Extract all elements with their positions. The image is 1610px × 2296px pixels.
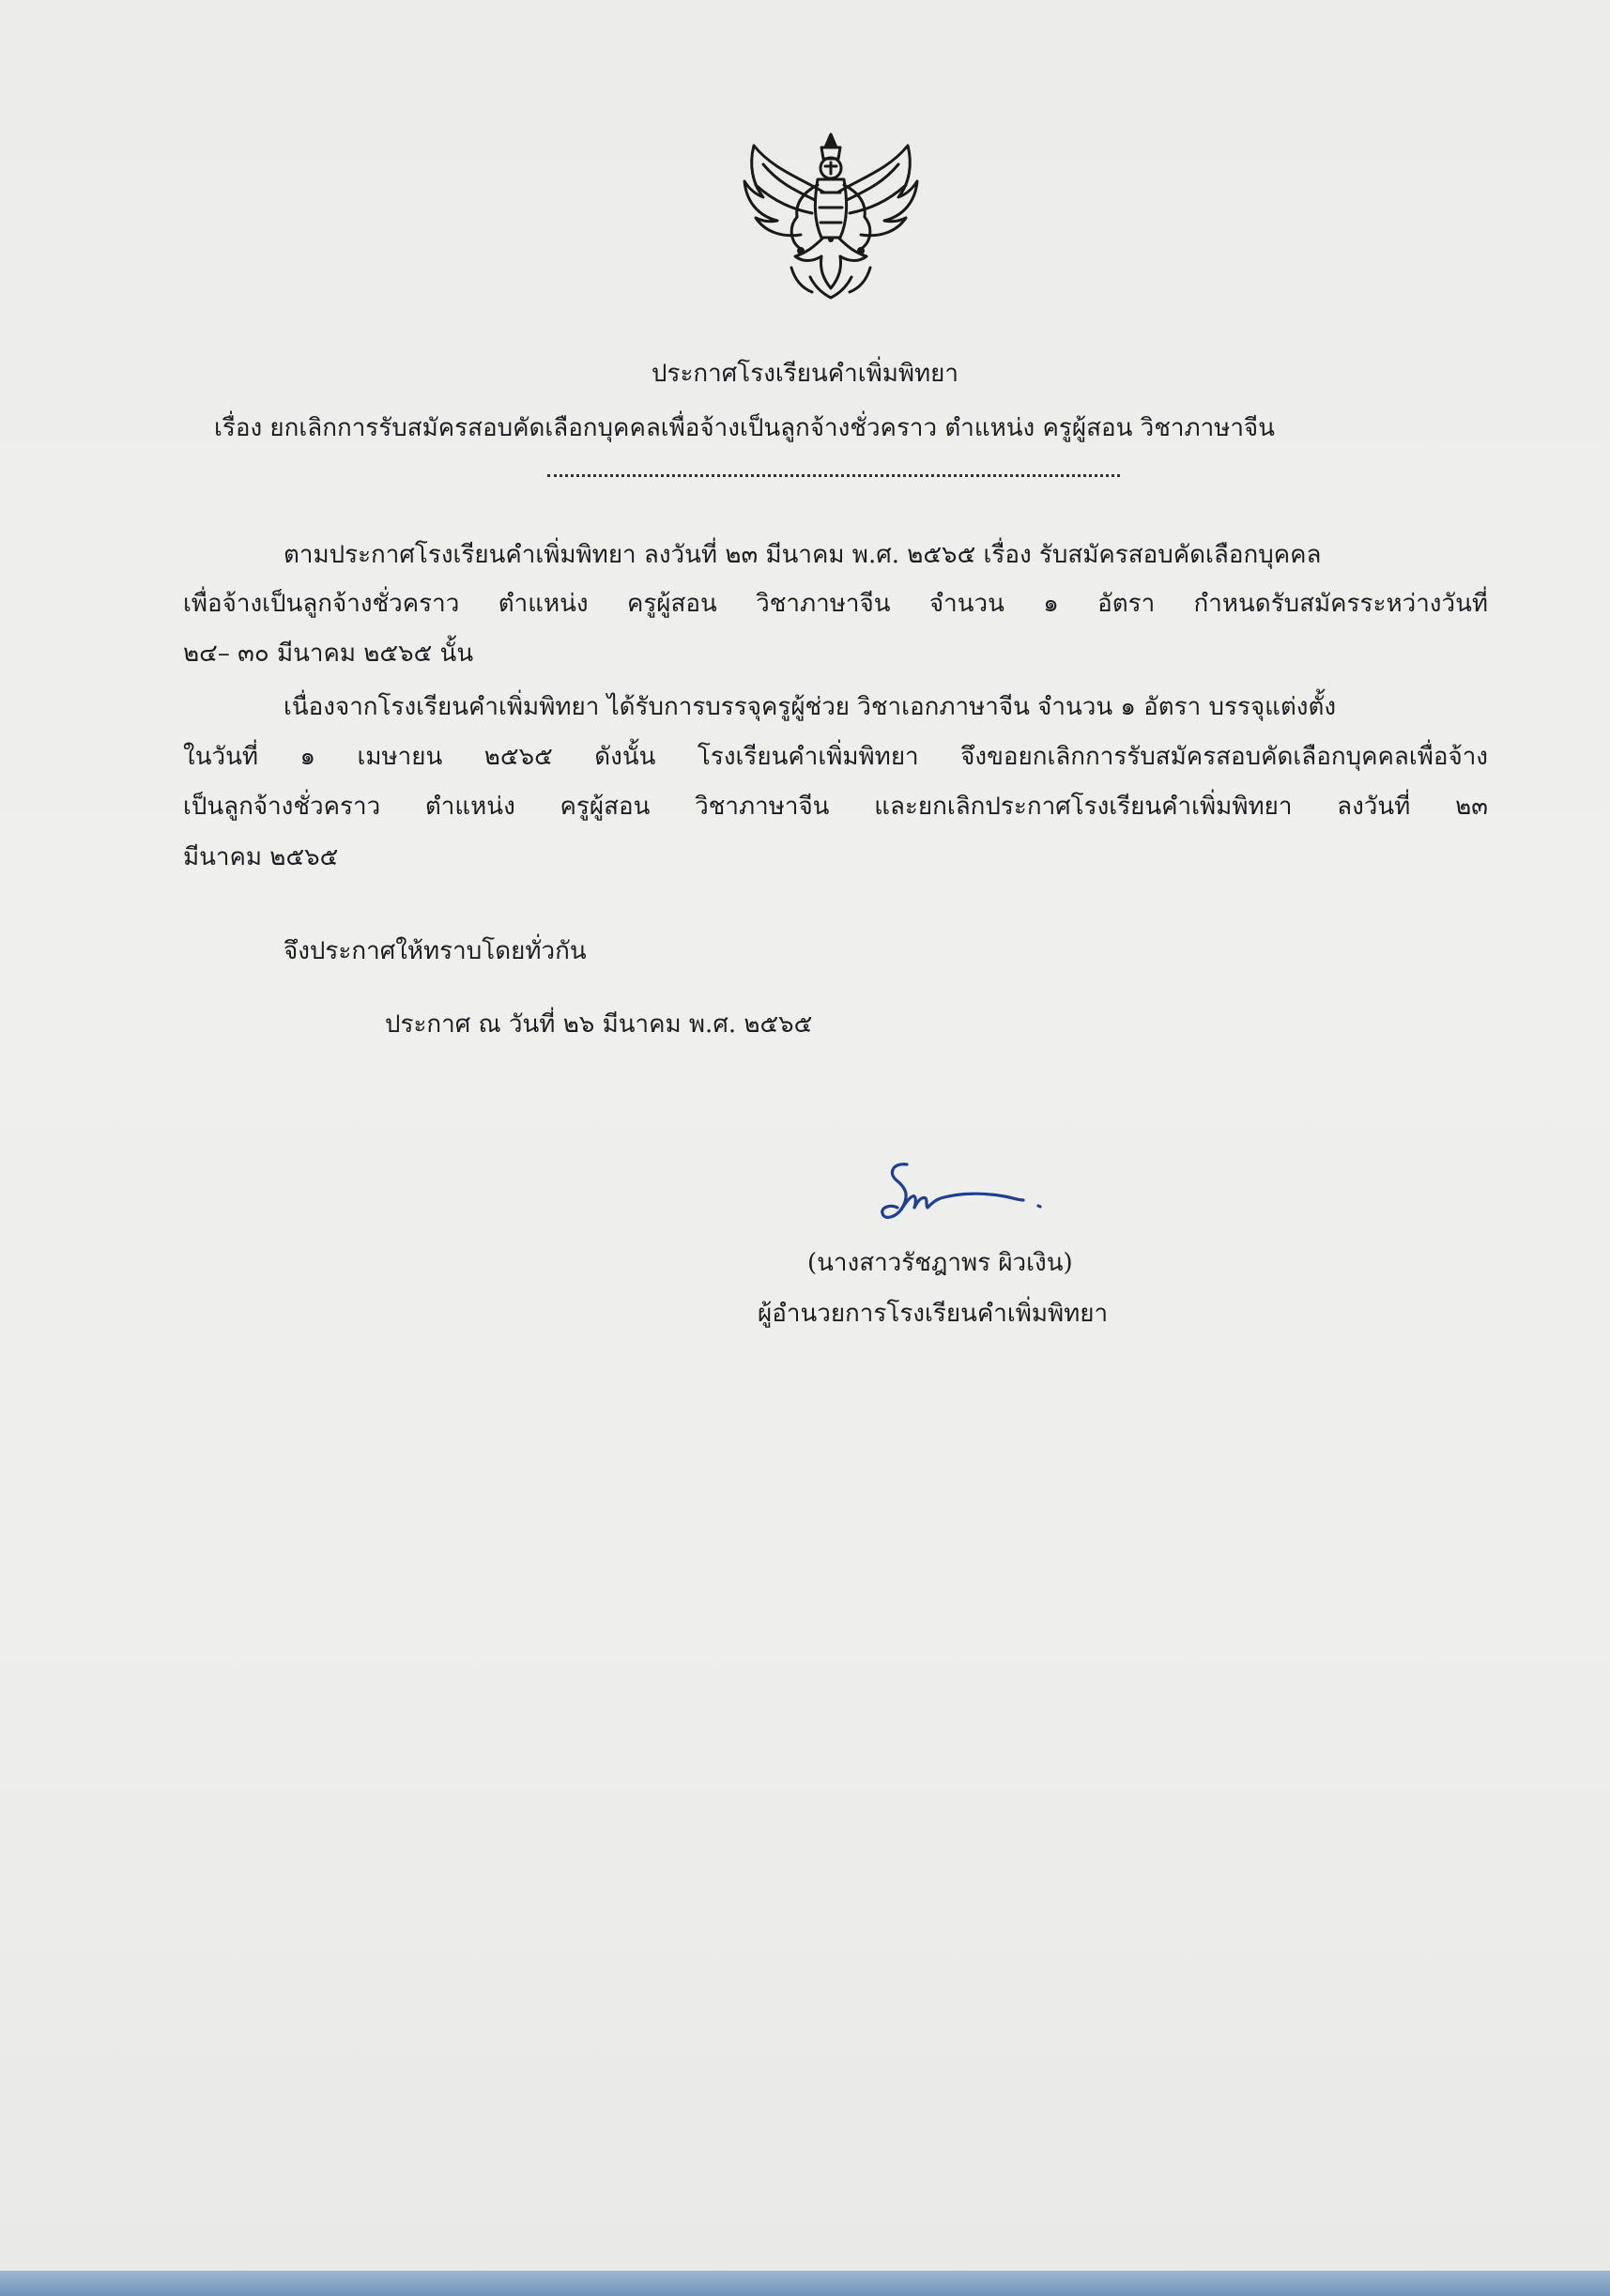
body-paragraph-2-line-3: เป็นลูกจ้างชั่วคราว ตำแหน่ง ครูผู้สอน วิชาภาษาจีน และยกเลิกประกาศโรงเรียนคำเพิ่มพิทยา ลงวันที่ ๒๓ — [183, 793, 1488, 821]
body-paragraph-1-line-3: ๒๔– ๓๐ มีนาคม ๒๕๖๕ นั้น — [183, 639, 474, 668]
closing-statement: จึงประกาศให้ทราบโดยทั่วกัน — [284, 937, 587, 965]
divider — [547, 474, 1120, 477]
announcement-title: ประกาศโรงเรียนคำเพิ่มพิทยา — [651, 360, 959, 388]
signer-position: ผู้อำนวยการโรงเรียนคำเพิ่มพิทยา — [758, 1300, 1109, 1328]
garuda-emblem — [735, 127, 927, 303]
body-paragraph-1-line-2: เพื่อจ้างเป็นลูกจ้างชั่วคราว ตำแหน่ง ครูผู้สอน วิชาภาษาจีน จำนวน ๑ อัตรา กำหนดรับสมัครระหว่างวันที่ — [183, 590, 1488, 618]
background-surface — [0, 2271, 1610, 2296]
handwritten-signature — [873, 1155, 1061, 1249]
body-paragraph-2-line-4: มีนาคม ๒๕๖๕ — [183, 843, 339, 871]
signer-name: (นางสาวรัชฎาพร ผิวเงิน) — [807, 1249, 1073, 1277]
announcement-subject: เรื่อง ยกเลิกการรับสมัครสอบคัดเลือกบุคคลเพื่อจ้างเป็นลูกจ้างชั่วคราว ตำแหน่ง ครูผู้สอน วิชาภาษาจีน — [214, 414, 1275, 442]
announcement-date: ประกาศ ณ วันที่ ๒๖ มีนาคม พ.ศ. ๒๕๖๕ — [385, 1010, 813, 1039]
body-paragraph-2-line-1: เนื่องจากโรงเรียนคำเพิ่มพิทยา ได้รับการบรรจุครูผู้ช่วย วิชาเอกภาษาจีน จำนวน ๑ อัตรา บรรจุแต่งตั้ง — [284, 693, 1337, 721]
body-paragraph-2-line-2: ในวันที่ ๑ เมษายน ๒๕๖๕ ดังนั้น โรงเรียนคำเพิ่มพิทยา จึงขอยกเลิกการรับสมัครสอบคัดเลือกบุคคลเพื่อจ้าง — [183, 743, 1488, 771]
body-paragraph-1-line-1: ตามประกาศโรงเรียนคำเพิ่มพิทยา ลงวันที่ ๒๓ มีนาคม พ.ศ. ๒๕๖๕ เรื่อง รับสมัครสอบคัดเลือกบุคคล — [284, 541, 1322, 569]
